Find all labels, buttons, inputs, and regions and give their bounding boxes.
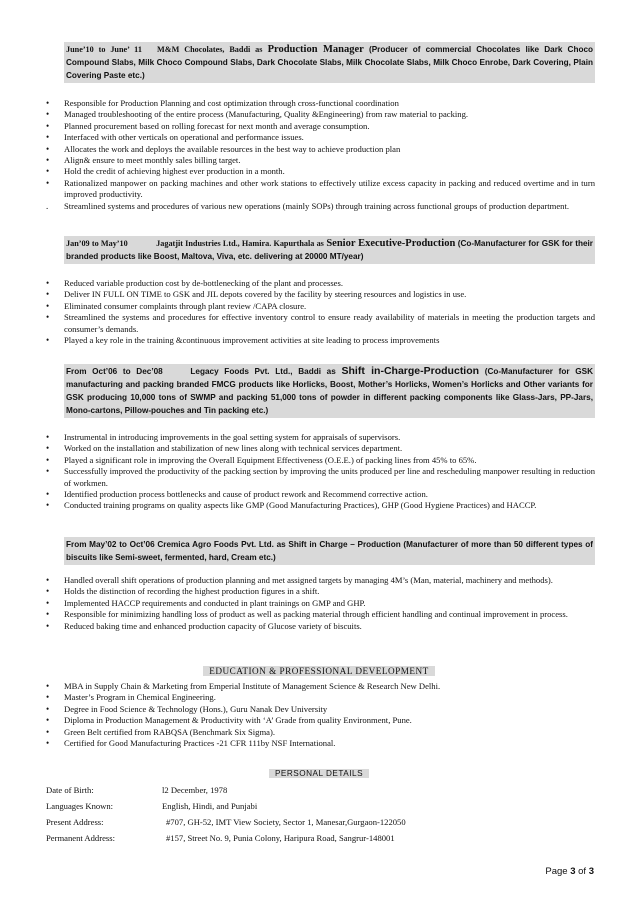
job1-company: M&M Chocolates, Baddi as [157, 45, 263, 54]
list-item: • Worked on the installation and stabilization of new lines along with technical services department. [46, 443, 595, 454]
personal-value: English, Hindi, and Punjabi [162, 801, 258, 811]
job4-bullets [46, 575, 595, 632]
page-of-label: of [578, 866, 587, 877]
list-item: • Played a significant role in improving the Overall Equipment Effectiveness (O.E.E.) of packing lines from 45% to 65%. [46, 455, 595, 466]
list-item: • Managed troubleshooting of the entire process (Manufacturing, Quality &Engineering) from raw material to packing. [46, 109, 595, 120]
personal-label: Present Address: [46, 817, 104, 827]
job4-header [64, 537, 595, 565]
personal-title-text: PERSONAL DETAILS [269, 769, 369, 778]
list-item: . Streamlined systems and procedures of various new operations (mainly SOPs) through training across functional groups of production department. [46, 201, 595, 212]
list-item: • Align& ensure to meet monthly sales billing target. [46, 155, 595, 166]
list-item: • Reduced baking time and enhanced production capacity of Glucose variety of biscuits. [46, 621, 595, 632]
personal-label: Languages Known: [46, 801, 114, 811]
job3-role: Shift in-Charge-Production [341, 365, 480, 377]
list-item: • Reduced variable production cost by de-bottlenecking of the plant and processes. [46, 278, 595, 289]
list-item: • Rationalized manpower on packing machines and other work stations to effectively utilize excess capacity in packing and reduced overtime and in turn improved productivity. [46, 178, 595, 201]
list-item: • Streamlined the systems and procedures for effective inventory control to ensure ready availability of materials in meeting the production targets and consumer’s demands. [46, 312, 595, 335]
list-item: • Diploma in Production Management & Productivity with ‘A’ Grade from quality Environment, Pune. [46, 715, 595, 726]
education-title-text: EDUCATION & PROFESSIONAL DEVELOPMENT [203, 666, 435, 676]
personal-label: Date of Birth: [46, 785, 94, 795]
personal-value: l2 December, 1978 [162, 785, 228, 795]
list-item: • Identified production process bottlenecks and cause of product rework and Recommend corrective action. [46, 489, 595, 500]
job2-role: Senior Executive-Production [326, 238, 456, 249]
job1-dates: June’10 to June’ 11 [66, 45, 142, 54]
list-item: • Planned procurement based on rolling forecast for next month and average consumption. [46, 121, 595, 132]
list-item: • Handled overall shift operations of production planning and met assigned targets by managing 4M’s (Man, material, machinery and methods). [46, 575, 595, 586]
job3-detail: (Co-Manufacturer for GSK manufacturing and packing branded FMCG products like Horlicks, Boost, Mother’s Horlicks, Women’s Horlicks and Other variants for GSK producing 10,000 tons of SWMP and packing 51,000 tons of powder in different packing components like Glass-Jars, PP-Jars, Mono-cartons, Pillow-pouches and Tin packing etc.) [66, 367, 594, 415]
list-item: • Conducted training programs on quality aspects like GMP (Good Manufacturing Practices), GHP (Good Hygiene Practices) and HACCP. [46, 500, 595, 511]
list-item: • Successfully improved the productivity of the packing section by improving the units produced per line and rescheduling manpower resulting in reduction of workmen. [46, 466, 595, 489]
job2-company: Jagatjit Industries Ltd., Hamira. Kapurthala as [156, 239, 324, 248]
list-item: • Interfaced with other verticals on operational and performance issues. [46, 132, 595, 143]
list-item: • Instrumental in introducing improvements in the goal setting system for appraisals of supervisors. [46, 432, 595, 443]
education-title [0, 666, 638, 676]
personal-label: Permanent Address: [46, 833, 115, 843]
job2-header [64, 236, 595, 264]
list-item: • Implemented HACCP requirements and conducted in plant trainings on GMP and GHP. [46, 598, 595, 609]
list-item: • Green Belt certified from RABQSA (Benchmark Six Sigma). [46, 727, 595, 738]
job4-text: From May’02 to Oct’06 Cremica Agro Foods Pvt. Ltd. as Shift in Charge – Production (Manufacturer of more than 50 different types of biscuits like Semi-sweet, fermented, hard, Cream etc.) [66, 540, 593, 562]
page-current: 3 [570, 866, 576, 877]
list-item: • Certified for Good Manufacturing Practices -21 CFR 111by NSF International. [46, 738, 595, 749]
list-item: • Master’s Program in Chemical Engineering. [46, 692, 595, 703]
list-item: • MBA in Supply Chain & Marketing from Emperial Institute of Management Science & Research New Delhi. [46, 681, 595, 692]
list-item: • Allocates the work and deploys the available resources in the best way to achieve production plan [46, 144, 595, 155]
page-number [545, 866, 594, 877]
list-item: • Deliver IN FULL ON TIME to GSK and JIL depots covered by the facility by steering resources and logistics in use. [46, 289, 595, 300]
job3-dates: From Oct’06 to Dec’08 [66, 367, 163, 376]
personal-title [0, 768, 638, 778]
job2-detail: (Co-Manufacturer for GSK for their branded products like Boost, Maltova, Viva, etc. delivering at 20000 MT/year) [66, 239, 593, 261]
personal-value: #707, GH-52, IMT View Society, Sector 1, Manesar,Gurgaon-122050 [166, 817, 406, 827]
job1-role: Production Manager [267, 44, 364, 55]
list-item: • Degree in Food Science & Technology (Hons.), Guru Nanak Dev University [46, 704, 595, 715]
list-item: • Eliminated consumer complaints through plant review /CAPA closure. [46, 301, 595, 312]
list-item: • Hold the credit of achieving highest ever production in a month. [46, 166, 595, 177]
list-item: • Responsible for Production Planning and cost optimization through cross-functional coordination [46, 98, 595, 109]
job1-header [64, 42, 595, 83]
page-total: 3 [588, 866, 594, 877]
personal-value: #157, Street No. 9, Punia Colony, Haripura Road, Sangrur-148001 [166, 833, 395, 843]
job2-bullets [46, 278, 595, 346]
job2-dates: Jan’09 to May’10 [66, 239, 128, 248]
education-list [46, 681, 595, 749]
job1-detail: (Producer of commercial Chocolates like Dark Choco Compound Slabs, Milk Choco Compound Slabs, Dark Chocolate Slabs, Milk Chocolate Slabs, Milk Choco Enrobe, Dark Covering, Plain Covering Paste etc.) [66, 45, 594, 80]
list-item: • Played a key role in the training &continuous improvement activities at site leading to process improvements [46, 335, 595, 346]
job3-bullets [46, 432, 595, 512]
list-item: • Responsible for minimizing handling loss of product as well as packing material through efficient handling and continual improvement in process. [46, 609, 595, 620]
list-item: • Holds the distinction of recording the highest production figures in a shift. [46, 586, 595, 597]
job1-bullets [46, 98, 595, 212]
page-label: Page [545, 866, 568, 877]
job3-company: Legacy Foods Pvt. Ltd., Baddi as [190, 367, 336, 376]
job3-header [64, 364, 595, 418]
